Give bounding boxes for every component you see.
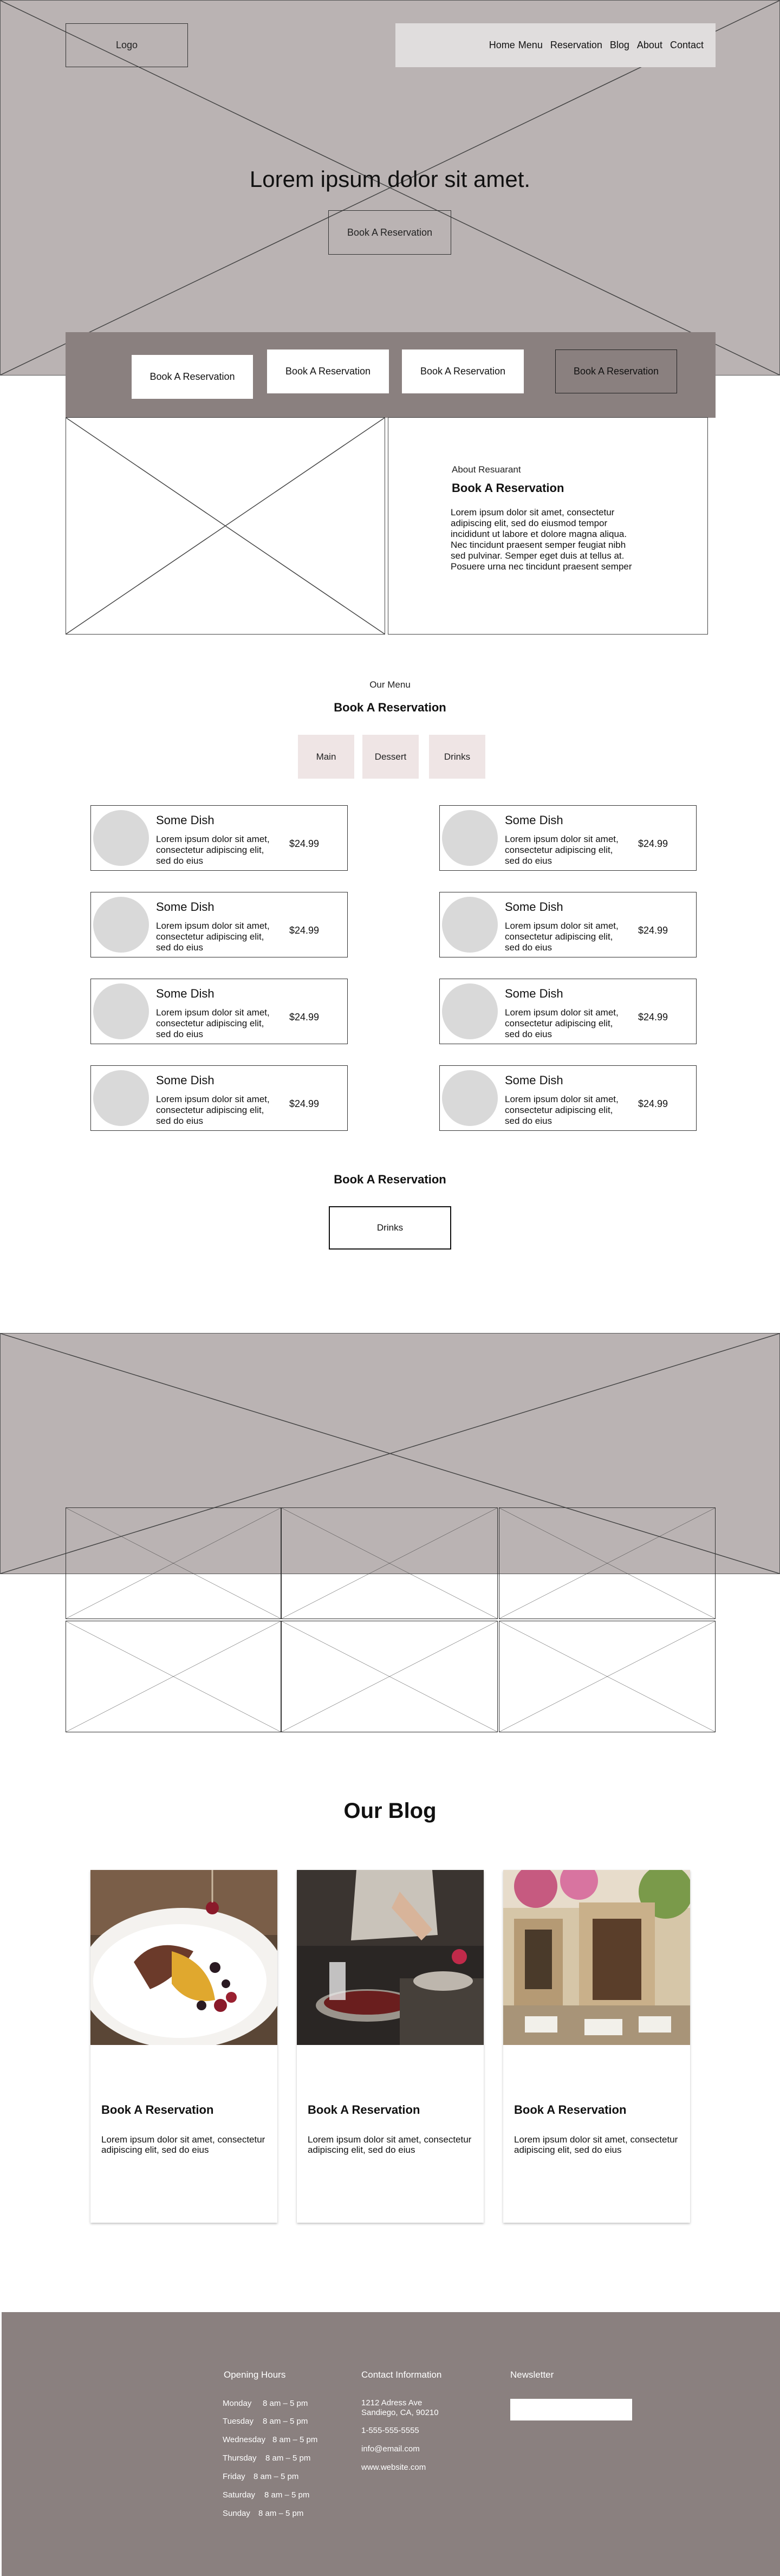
drinks-button-label: Drinks <box>376 1222 404 1233</box>
hours-day: Saturday <box>223 2490 256 2500</box>
placeholder-cross-icon <box>282 1508 497 1619</box>
footer-hours-heading: Opening Hours <box>224 2370 286 2380</box>
reservation-strip <box>66 332 716 418</box>
blog-image-terrace <box>503 1870 690 2045</box>
gallery-image-placeholder[interactable] <box>66 1507 281 1619</box>
blog-card-body: Lorem ipsum dolor sit amet, consectetur adipiscing elit, sed do eius <box>101 2134 265 2155</box>
dish-description: Lorem ipsum dolor sit amet, consectetur adipiscing elit, sed do eius <box>505 1007 619 1039</box>
menu-title: Book A Reservation <box>334 701 446 714</box>
hours-time: 8 am – 5 pm <box>253 2472 299 2481</box>
dish-price: $24.99 <box>289 1012 320 1022</box>
nav-home[interactable]: Home <box>489 40 515 50</box>
dish-name: Some Dish <box>505 900 563 914</box>
dish-name: Some Dish <box>505 813 563 827</box>
about-label: About Resuarant <box>452 464 521 475</box>
dish-image-placeholder <box>442 983 498 1039</box>
nav-reservation[interactable]: Reservation <box>550 40 602 50</box>
hours-day: Monday <box>223 2399 252 2408</box>
dish-image-placeholder <box>442 810 498 866</box>
dish-description: Lorem ipsum dolor sit amet, consectetur adipiscing elit, sed do eius <box>156 1094 270 1126</box>
dish-name: Some Dish <box>156 987 214 1000</box>
restaurant-terrace-icon <box>503 1870 690 2045</box>
dish-name: Some Dish <box>156 1073 214 1087</box>
reservation-button-3[interactable] <box>402 349 524 393</box>
logo-label: Logo <box>115 40 138 50</box>
hours-time: 8 am – 5 pm <box>265 2454 311 2463</box>
dish-price: $24.99 <box>638 838 668 849</box>
footer-address: 1212 Adress Ave Sandiego, CA, 90210 <box>361 2398 439 2417</box>
blog-card-title: Book A Reservation <box>101 2103 214 2117</box>
logo[interactable] <box>66 23 188 67</box>
dish-card[interactable] <box>90 979 348 1044</box>
chef-cooking-icon <box>297 1870 484 2045</box>
drinks-button[interactable] <box>329 1206 451 1250</box>
tab-label: Drinks <box>444 751 471 762</box>
placeholder-cross-icon <box>282 1621 497 1732</box>
dish-image-placeholder <box>442 897 498 953</box>
nav-contact[interactable]: Contact <box>670 40 704 50</box>
blog-card-title: Book A Reservation <box>308 2103 420 2117</box>
dish-description: Lorem ipsum dolor sit amet, consectetur adipiscing elit, sed do eius <box>505 834 619 866</box>
tab-label: Main <box>316 751 336 762</box>
dish-name: Some Dish <box>505 1073 563 1087</box>
nav-blog[interactable]: Blog <box>609 40 629 50</box>
hero-title: Lorem ipsum dolor sit amet. <box>249 166 531 192</box>
menu-bottom-title: Book A Reservation <box>334 1173 446 1186</box>
tab-main[interactable] <box>298 735 354 779</box>
hours-day: Sunday <box>223 2509 250 2518</box>
newsletter-input[interactable] <box>510 2399 632 2420</box>
dish-card[interactable] <box>439 979 697 1044</box>
footer-newsletter-heading: Newsletter <box>510 2370 554 2380</box>
dish-price: $24.99 <box>638 1012 668 1022</box>
dish-description: Lorem ipsum dolor sit amet, consectetur adipiscing elit, sed do eius <box>156 834 270 866</box>
gallery-image-placeholder[interactable] <box>499 1507 716 1619</box>
dish-name: Some Dish <box>505 987 563 1000</box>
reservation-button-label: Book A Reservation <box>420 366 506 377</box>
dish-image-placeholder <box>93 810 149 866</box>
blog-image-chef <box>297 1870 484 2045</box>
about-image-placeholder <box>66 417 385 635</box>
footer-website[interactable]: www.website.com <box>361 2463 426 2472</box>
hours-time: 8 am – 5 pm <box>263 2417 308 2426</box>
footer-email[interactable]: info@email.com <box>361 2444 420 2454</box>
menu-label: Our Menu <box>369 679 411 690</box>
blog-card[interactable] <box>90 1870 277 2223</box>
blog-card[interactable] <box>297 1870 484 2223</box>
tab-label: Dessert <box>374 751 407 762</box>
reservation-button-label: Book A Reservation <box>150 371 235 382</box>
dish-name: Some Dish <box>156 900 214 914</box>
hours-day: Tuesday <box>223 2417 253 2426</box>
tab-drinks[interactable] <box>429 735 485 779</box>
dish-price: $24.99 <box>289 1098 320 1109</box>
dish-price: $24.99 <box>638 925 668 936</box>
about-title: Book A Reservation <box>452 481 564 495</box>
hero-book-button-label: Book A Reservation <box>347 226 433 238</box>
hours-time: 8 am – 5 pm <box>258 2509 304 2518</box>
placeholder-cross-icon <box>66 1621 281 1732</box>
dessert-plate-icon <box>90 1870 277 2045</box>
dish-description: Lorem ipsum dolor sit amet, consectetur adipiscing elit, sed do eius <box>156 1007 270 1039</box>
dish-image-placeholder <box>442 1070 498 1126</box>
reservation-button-label: Book A Reservation <box>285 366 371 377</box>
hours-time: 8 am – 5 pm <box>263 2399 308 2408</box>
hero-book-button[interactable] <box>328 210 451 255</box>
nav-menu[interactable]: Menu <box>518 40 543 50</box>
reservation-button-2[interactable] <box>267 349 389 393</box>
placeholder-cross-icon <box>499 1508 715 1619</box>
dish-image-placeholder <box>93 1070 149 1126</box>
hours-day: Wednesday <box>223 2435 265 2444</box>
dish-card[interactable] <box>439 892 697 957</box>
blog-title: Our Blog <box>343 1799 437 1823</box>
dish-description: Lorem ipsum dolor sit amet, consectetur adipiscing elit, sed do eius <box>505 921 619 953</box>
top-nav <box>395 23 716 67</box>
gallery-image-placeholder[interactable] <box>281 1621 498 1732</box>
blog-card-body: Lorem ipsum dolor sit amet, consectetur adipiscing elit, sed do eius <box>514 2134 678 2155</box>
dish-name: Some Dish <box>156 813 214 827</box>
reservation-button-4[interactable] <box>555 349 677 393</box>
dish-price: $24.99 <box>289 925 320 936</box>
dish-card[interactable] <box>90 805 348 871</box>
footer-phone[interactable]: 1-555-555-5555 <box>361 2426 419 2435</box>
dish-description: Lorem ipsum dolor sit amet, consectetur adipiscing elit, sed do eius <box>156 921 270 953</box>
hours-day: Thursday <box>223 2454 257 2463</box>
blog-image-dessert <box>90 1870 277 2045</box>
blog-card[interactable] <box>503 1870 690 2223</box>
gallery-image-placeholder[interactable] <box>66 1621 281 1732</box>
tab-dessert[interactable] <box>362 735 419 779</box>
dish-price: $24.99 <box>289 838 320 849</box>
dish-card[interactable] <box>90 892 348 957</box>
hours-day: Friday <box>223 2472 245 2481</box>
placeholder-cross-icon <box>66 418 385 634</box>
placeholder-cross-icon <box>66 1508 281 1619</box>
gallery-image-placeholder[interactable] <box>281 1507 498 1619</box>
dish-image-placeholder <box>93 897 149 953</box>
about-body: Lorem ipsum dolor sit amet, consectetur adipiscing elit, sed do eiusmod tempor incididunt ut labore et dolore magna aliqua. Nec tincidunt praesent semper feugiat nibh sed pulvinar. Semper eget duis at tellus at. Posuere urna nec tincidunt praesent semper <box>451 507 632 572</box>
dish-card[interactable] <box>439 1065 697 1131</box>
blog-card-title: Book A Reservation <box>514 2103 627 2117</box>
dish-card[interactable] <box>90 1065 348 1131</box>
hours-time: 8 am – 5 pm <box>272 2435 318 2444</box>
blog-card-body: Lorem ipsum dolor sit amet, consectetur adipiscing elit, sed do eius <box>308 2134 472 2155</box>
dish-card[interactable] <box>439 805 697 871</box>
reservation-button-label: Book A Reservation <box>573 366 659 377</box>
reservation-button-1[interactable] <box>132 355 253 399</box>
dish-price: $24.99 <box>638 1098 668 1109</box>
placeholder-cross-icon <box>499 1621 715 1732</box>
hours-time: 8 am – 5 pm <box>264 2490 310 2500</box>
nav-about[interactable]: About <box>636 40 662 50</box>
gallery-image-placeholder[interactable] <box>499 1621 716 1732</box>
footer-contact-heading: Contact Information <box>361 2370 442 2380</box>
dish-description: Lorem ipsum dolor sit amet, consectetur adipiscing elit, sed do eius <box>505 1094 619 1126</box>
dish-image-placeholder <box>93 983 149 1039</box>
